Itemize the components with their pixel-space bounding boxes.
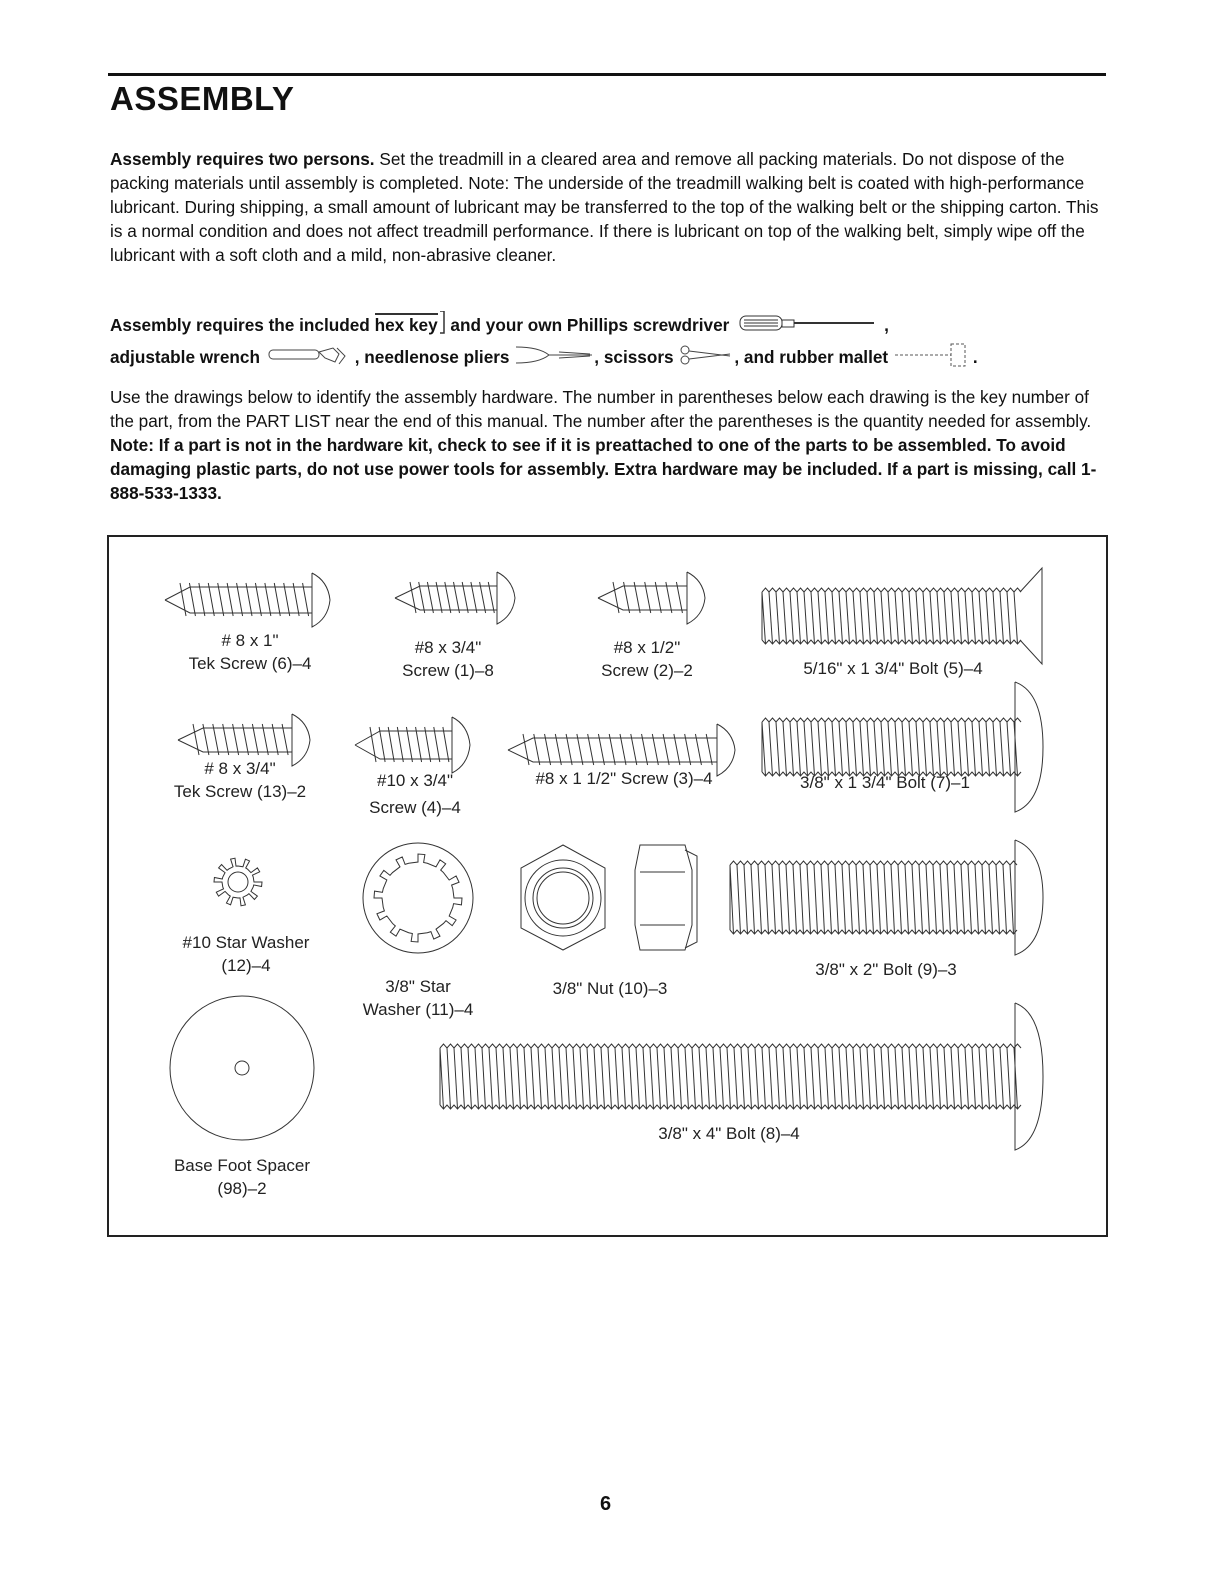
hardware-label: #10 Star Washer (12)–4 <box>182 933 310 975</box>
hex-key-label: hex key <box>374 315 438 336</box>
star-washer-10-drawing <box>214 858 262 906</box>
screw-8x1-2-drawing <box>598 572 705 624</box>
tools-text: , scissors <box>594 347 674 368</box>
tools-text: Assembly requires the included <box>110 315 375 336</box>
bolt-5-16x1-3-4-drawing <box>762 568 1042 664</box>
intro-text: Set the treadmill in a cleared area and remove all packing materials. Do not dispose of the packing materials until assembly is completed. Note: The underside of the treadmill walking belt is coated with high-performance lubricant. During shipping, a small amount of lubricant may be transferred to the top of the walking belt or the shipping carton. This is a normal condition and does not affect treadmill performance. If there is lubricant on top of the walking belt, simply wipe off the lubricant with a soft cloth and a mild, non-abrasive cleaner. <box>110 149 1099 265</box>
nut-3-8-drawing <box>521 845 697 950</box>
base-foot-spacer-drawing <box>170 996 314 1140</box>
hardware-label: 3/8" x 1 3/4" Bolt (7)–1 <box>800 773 970 792</box>
page-title: ASSEMBLY <box>110 80 295 117</box>
intro-bold-lead: Assembly requires two persons. <box>110 149 375 169</box>
screw-10x3-4-drawing <box>355 717 470 773</box>
bolt-3-8x2-drawing <box>730 840 1043 955</box>
hardware-label: 3/8" x 2" Bolt (9)–3 <box>815 960 957 979</box>
page-number: 6 <box>600 1493 612 1515</box>
hardware-label: # 8 x 1" Tek Screw (6)–4 <box>188 631 312 673</box>
tek-screw-8x1-drawing <box>165 573 330 627</box>
hardware-label: # 8 x 3/4" Tek Screw (13)–2 <box>173 759 307 801</box>
hardware-label: #8 x 1/2" Screw (2)–2 <box>601 638 693 680</box>
tools-text: , needlenose pliers <box>354 347 510 368</box>
tools-text: . <box>972 347 978 368</box>
hardware-label: #8 x 3/4" Screw (1)–8 <box>402 638 494 680</box>
tools-text: , <box>884 315 889 336</box>
screw-8x3-4-drawing <box>395 572 515 624</box>
instructions-text: Use the drawings below to identify the assembly hardware. The number in parentheses below each drawing is the key number of the part, from the PART LIST near the end of this manual. The number after the parentheses is the quantity needed for assembly. <box>110 387 1092 431</box>
hardware-label: #8 x 1 1/2" Screw (3)–4 <box>535 769 713 788</box>
hardware-label: Base Foot Spacer (98)–2 <box>173 1156 311 1198</box>
hardware-label: 3/8" x 4" Bolt (8)–4 <box>658 1124 800 1143</box>
tools-text: and your own Phillips screwdriver <box>445 315 730 336</box>
hardware-label: 3/8" Nut (10)–3 <box>552 979 668 998</box>
hardware-label: #10 x 3/4" Screw (4)–4 <box>369 771 461 817</box>
tools-text: , and rubber mallet <box>734 347 889 368</box>
hardware-label: 5/16" x 1 3/4" Bolt (5)–4 <box>803 659 983 678</box>
tools-text: adjustable wrench <box>110 347 260 368</box>
instructions-note: Note: If a part is not in the hardware kit, check to see if it is preattached to one of the parts to be assembled. To avoid damaging plastic parts, do not use power tools for assembly. Extra hardware may be included. If a part is missing, call 1-888-533-1333. <box>110 435 1097 503</box>
hardware-label: 3/8" Star Washer (11)–4 <box>362 977 474 1019</box>
star-washer-3-8-drawing <box>363 843 473 953</box>
